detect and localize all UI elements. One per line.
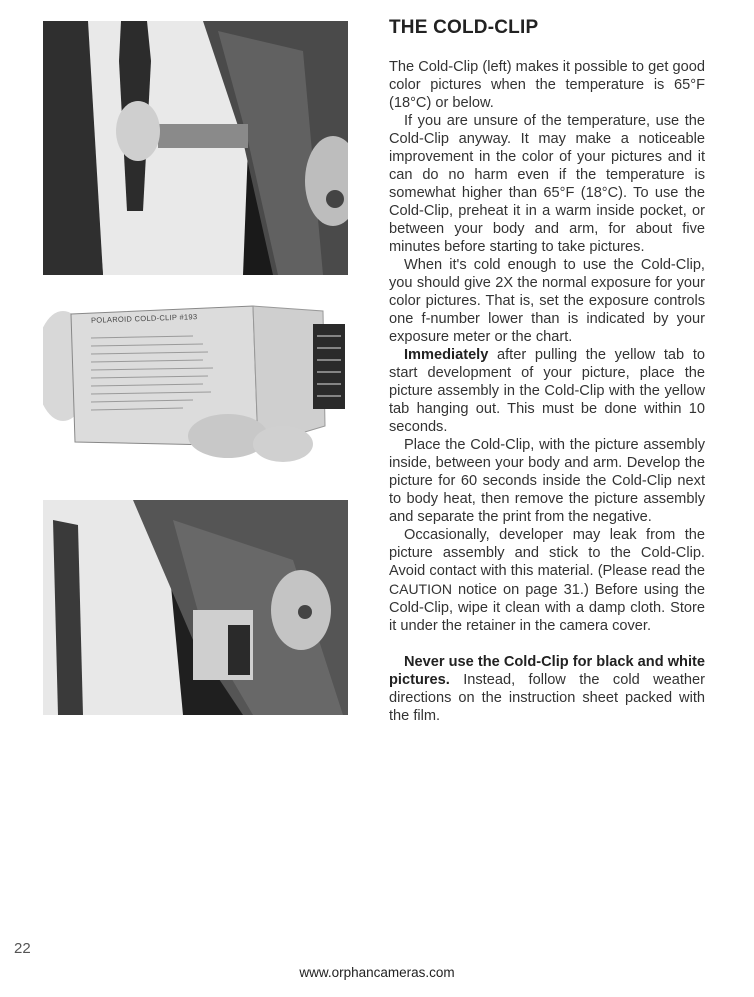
photo-clip-under-arm [43, 500, 348, 715]
footer-url: www.orphancameras.com [299, 965, 455, 980]
paragraph-immediately [389, 346, 705, 436]
paragraph-developer-leak [389, 526, 705, 635]
page-number: 22 [14, 940, 31, 957]
leak-text-b: notice on page 31.) Before using the Cold-Clip, wipe it clean with a damp cloth. Store it under the retainer in the camera cover. [389, 582, 705, 634]
paragraph-intro: The Cold-Clip (left) makes it possible to get good color pictures when the temperature is 65°F (18°C) or below. [389, 59, 705, 111]
paragraph-develop: Place the Cold-Clip, with the picture assembly inside, between your body and arm. Develop the picture for 60 seconds inside the Cold-Clip next to body heat, then remove the picture assembly and separate the print from the negative. [389, 437, 705, 525]
paragraph-warning [389, 653, 705, 725]
article [389, 16, 705, 725]
caution-word: CAUTION [389, 581, 452, 597]
warning-rest: Instead, follow the cold weather directions on the instruction sheet packed with the film. [389, 672, 705, 724]
photo-preheat-clip-in-pocket [43, 21, 348, 275]
paragraph-unsure-temperature: If you are unsure of the temperature, use the Cold-Clip anyway. It may make a noticeable improvement in the color of your pictures and it can do no harm even if the temperature is somewhat higher than 65°F (18°C). To use the Cold-Clip, preheat it in a warm inside pocket, or between your body and arm, for about five minutes before starting to take pictures. [389, 113, 705, 255]
warning-bold: Never use the Cold-Clip for black and white pictures. [389, 654, 705, 688]
page-title: THE COLD-CLIP [389, 17, 539, 38]
paragraph-exposure: When it's cold enough to use the Cold-Clip, you should give 2X the normal exposure for your color pictures. That is, set the exposure controls one f-number lower than is indicated by your exposure meter or the chart. [389, 257, 705, 345]
leak-text-a: Occasionally, developer may leak from the picture assembly and stick to the Cold-Clip. Avoid contact with this material. (Please read the [389, 527, 705, 579]
immediately-bold: Immediately [404, 347, 489, 363]
immediately-rest: after pulling the yellow tab to start development of your picture, place the picture assembly in the Cold-Clip with the yellow tab hanging out. This must be done within 10 seconds. [389, 347, 705, 435]
clip-label: POLAROID COLD-CLIP #193 [90, 312, 198, 325]
photo-3-illustration [43, 500, 348, 715]
photo-cold-clip-closeup [43, 296, 348, 464]
photo-1-illustration [43, 21, 348, 275]
